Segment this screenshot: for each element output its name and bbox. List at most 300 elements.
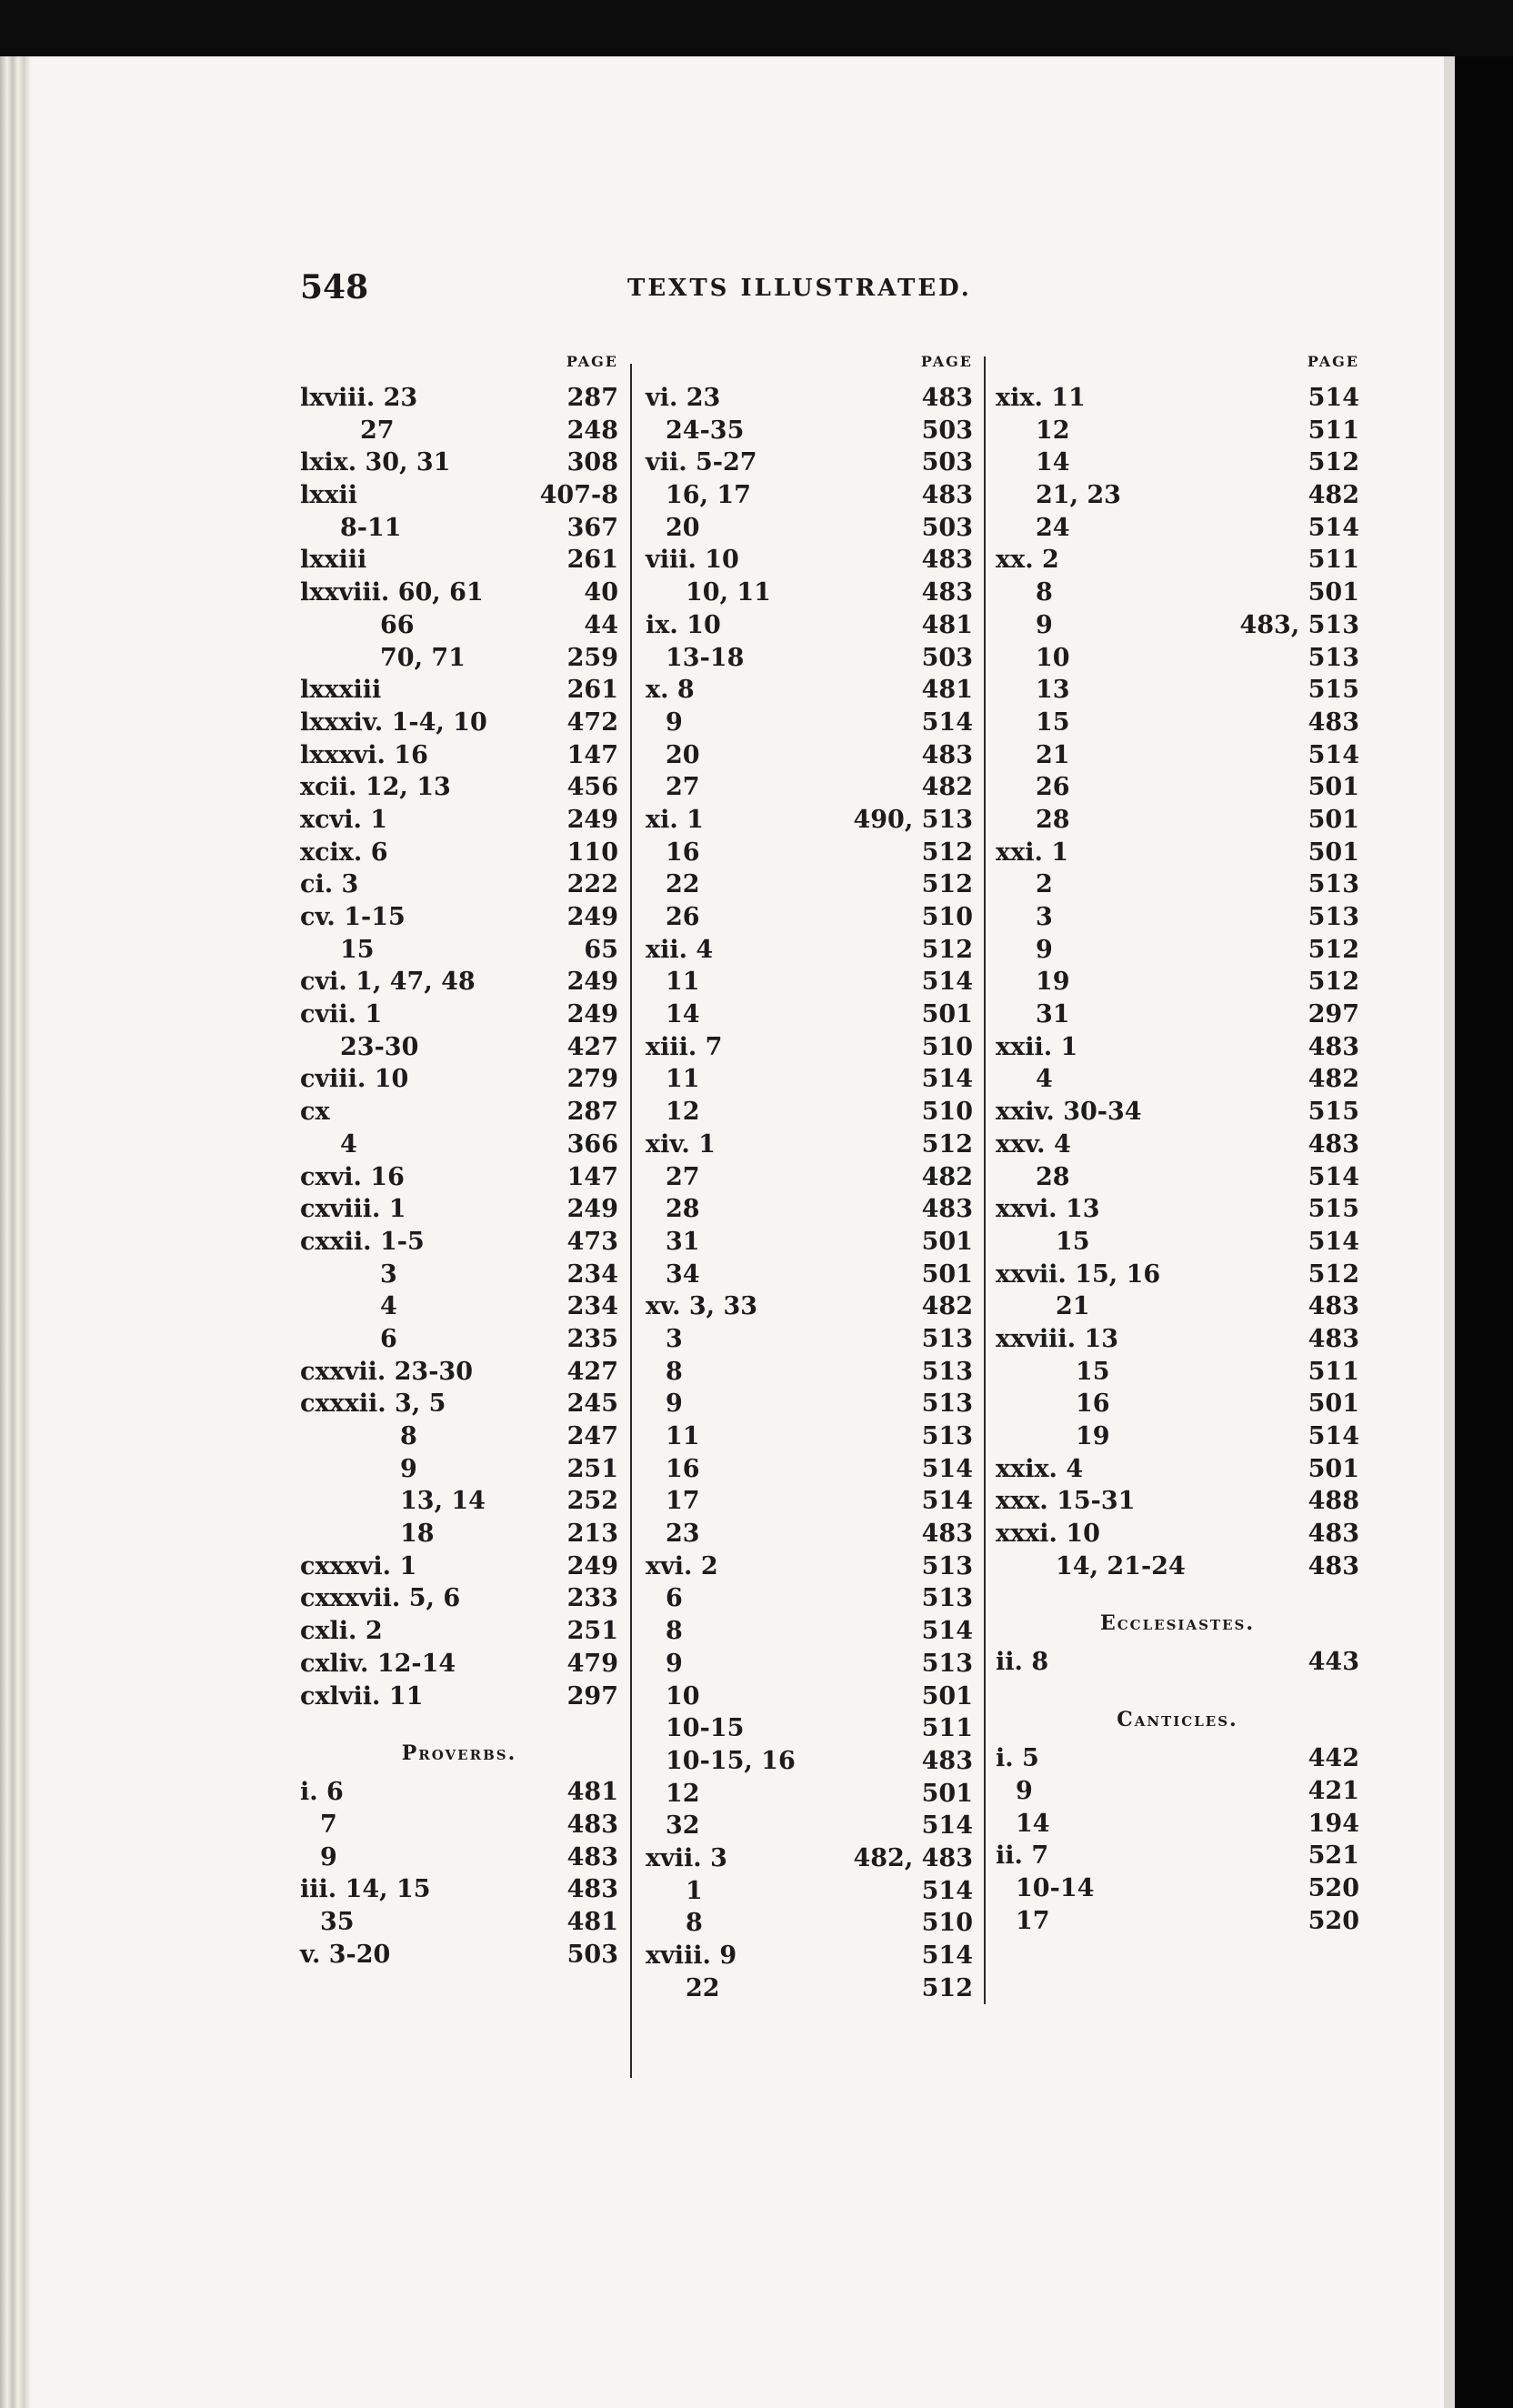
page-reference: 510 (921, 903, 973, 931)
verse-reference: 28 (666, 1195, 700, 1224)
verse-reference: 14 (1016, 1809, 1050, 1838)
index-entry (646, 998, 973, 1031)
page-reference: 501 (921, 1227, 973, 1256)
index-entry (996, 479, 1359, 512)
verse-reference: 9 (1016, 1776, 1033, 1805)
verse-reference: cviii. 10 (300, 1065, 409, 1094)
page-reference: 514 (1308, 1227, 1359, 1256)
index-entry (646, 1129, 973, 1161)
index-entry (996, 382, 1359, 415)
page-reference: 482 (921, 773, 973, 802)
page-reference: 514 (921, 1487, 973, 1516)
page-reference: 511 (921, 1714, 973, 1743)
index-entry (300, 1648, 618, 1681)
index-entry (646, 1615, 973, 1648)
page-reference: 501 (1308, 1390, 1359, 1419)
page-reference: 513 (921, 1551, 973, 1580)
index-entry (996, 1420, 1359, 1453)
index-entry (300, 577, 618, 609)
index-entry (646, 1712, 973, 1745)
page-reference: 514 (921, 1065, 973, 1094)
verse-reference: ii. 8 (996, 1648, 1049, 1677)
verse-reference: 14, 21-24 (1056, 1551, 1186, 1580)
index-entry (646, 771, 973, 804)
index-entry (300, 934, 618, 967)
index-entry (300, 1420, 618, 1453)
index-entry (646, 1485, 973, 1518)
page-reference: 259 (566, 643, 618, 672)
verse-reference: lxviii. 23 (300, 384, 418, 412)
verse-reference: xvii. 3 (646, 1843, 727, 1872)
page-reference: 367 (566, 513, 618, 542)
index-entry (646, 674, 973, 707)
index-entry (996, 1129, 1359, 1161)
index-entry (996, 934, 1359, 967)
verse-reference: xiii. 7 (646, 1032, 723, 1061)
index-entry (646, 1096, 973, 1129)
index-entry (300, 804, 618, 837)
page-reference: 501 (1308, 1454, 1359, 1483)
page-reference: 514 (921, 707, 973, 737)
page-reference: 482 (921, 1292, 973, 1321)
index-entry (996, 1742, 1359, 1775)
verse-reference: cxlvii. 11 (300, 1681, 424, 1711)
page-reference: 512 (1308, 1259, 1359, 1289)
verse-reference: cxliv. 12-14 (300, 1649, 456, 1678)
page-reference: 483 (1308, 707, 1359, 737)
index-entry (300, 966, 618, 998)
index-entry (996, 1096, 1359, 1129)
verse-reference: 8 (666, 1357, 683, 1386)
verse-reference: 22 (666, 870, 700, 899)
verse-reference: vii. 5-27 (646, 448, 757, 477)
verse-reference: 8 (1036, 578, 1053, 607)
page-reference: 249 (566, 903, 618, 931)
verse-reference: 3 (380, 1259, 397, 1289)
page-reference: 520 (1308, 1906, 1359, 1935)
index-entry (646, 1193, 973, 1226)
verse-reference: 22 (686, 1973, 720, 2002)
verse-reference: 11 (666, 1065, 700, 1094)
verse-reference: iii. 14, 15 (300, 1875, 431, 1904)
page-number: 548 (300, 268, 369, 306)
page-reference: 512 (921, 935, 973, 964)
index-entry (646, 1842, 973, 1875)
index-entry (300, 739, 618, 772)
index-entry (300, 1226, 618, 1259)
page-reference: 513 (1308, 870, 1359, 899)
page-reference: 366 (566, 1129, 618, 1159)
index-entry (996, 577, 1359, 609)
index-entry (646, 1031, 973, 1064)
verse-reference: xxii. 1 (996, 1032, 1078, 1061)
verse-reference: 3 (666, 1324, 683, 1353)
page-reference: 249 (566, 968, 618, 997)
page-reference: 194 (1308, 1809, 1359, 1838)
index-entry (646, 1648, 973, 1681)
page-reference: 501 (1308, 773, 1359, 802)
index-entry (996, 868, 1359, 901)
index-entry (996, 966, 1359, 998)
index-entry (996, 1550, 1359, 1583)
index-entry (300, 544, 618, 577)
column-rule (630, 364, 632, 2078)
index-entry (300, 479, 618, 512)
verse-reference: xcvi. 1 (300, 805, 388, 834)
page-reference: 279 (566, 1065, 618, 1094)
verse-reference: 15 (1036, 707, 1070, 737)
verse-reference: xxviii. 13 (996, 1324, 1119, 1353)
verse-reference: cxviii. 1 (300, 1195, 406, 1224)
page-reference: 233 (566, 1584, 618, 1613)
index-entry (996, 1259, 1359, 1291)
page-stack-edge (0, 56, 64, 2408)
index-entry (646, 577, 973, 609)
page-reference: 65 (584, 935, 618, 964)
verse-reference: 4 (1036, 1065, 1053, 1094)
verse-reference: 24-35 (666, 416, 745, 445)
verse-reference: 20 (666, 513, 700, 542)
page-reference: 514 (921, 1454, 973, 1483)
index-entry (646, 382, 973, 415)
page-reference: 510 (921, 1909, 973, 1938)
verse-reference: cv. 1-15 (300, 903, 406, 931)
page-reference: 482 (1308, 1065, 1359, 1094)
page-reference: 249 (566, 1000, 618, 1029)
page-reference: 483 (921, 1520, 973, 1549)
verse-reference: 70, 71 (380, 643, 466, 672)
verse-reference: 9 (1036, 610, 1053, 639)
index-entry (646, 415, 973, 447)
page-reference: 512 (1308, 448, 1359, 477)
page-reference: 442 (1308, 1744, 1359, 1773)
page-reference: 512 (921, 1129, 973, 1159)
verse-reference: 2 (1036, 870, 1053, 899)
verse-reference: 8-11 (340, 513, 402, 542)
page-reference: 261 (566, 546, 618, 575)
index-entry (300, 1259, 618, 1291)
index-entry (646, 1420, 973, 1453)
index-entry (996, 739, 1359, 772)
page-reference: 251 (566, 1454, 618, 1483)
page-reference: 222 (566, 870, 618, 899)
page-reference: 490, 513 (853, 805, 973, 834)
verse-reference: 10, 11 (686, 578, 771, 607)
verse-reference: 12 (1036, 416, 1070, 445)
page-reference: 147 (566, 740, 618, 769)
index-entry (300, 771, 618, 804)
verse-reference: 13-18 (666, 643, 745, 672)
index-entry (300, 512, 618, 545)
index-entry (300, 1356, 618, 1389)
verse-reference: 16 (666, 838, 700, 867)
page-reference: 514 (1308, 740, 1359, 769)
page-reference: 427 (566, 1032, 618, 1061)
verse-reference: 9 (320, 1842, 337, 1871)
verse-reference: 7 (320, 1810, 337, 1839)
page-reference: 513 (921, 1649, 973, 1678)
verse-reference: cxxxii. 3, 5 (300, 1390, 446, 1419)
index-entry (646, 966, 973, 998)
verse-reference: cxxii. 1-5 (300, 1227, 425, 1256)
index-entry (996, 1226, 1359, 1259)
index-entry (996, 674, 1359, 707)
verse-reference: 15 (340, 935, 375, 964)
page-reference: 513 (921, 1422, 973, 1450)
page-reference: 514 (1308, 513, 1359, 542)
page-reference: 503 (921, 643, 973, 672)
page-reference: 297 (566, 1681, 618, 1711)
verse-reference: xx. 2 (996, 546, 1059, 575)
index-column-1 (300, 346, 618, 1971)
verse-reference: cvi. 1, 47, 48 (300, 968, 476, 997)
verse-reference: vi. 23 (646, 384, 721, 412)
verse-reference: xv. 3, 33 (646, 1292, 758, 1321)
verse-reference: 19 (1036, 968, 1070, 997)
page-reference: 251 (566, 1617, 618, 1646)
index-entry (300, 1290, 618, 1323)
index-entry (996, 1840, 1359, 1872)
index-entry (646, 1778, 973, 1811)
index-entry (646, 1972, 973, 2005)
page-reference: 515 (1308, 1195, 1359, 1224)
page-reference: 488 (1308, 1487, 1359, 1516)
page-reference: 40 (584, 578, 618, 607)
index-entry (996, 1388, 1359, 1420)
index-entry (300, 642, 618, 675)
page-reference: 483, 513 (1239, 610, 1359, 639)
page-reference: 514 (921, 1876, 973, 1905)
page-reference: 501 (1308, 838, 1359, 867)
verse-reference: xxvi. 13 (996, 1195, 1100, 1224)
page-reference: 483 (921, 578, 973, 607)
verse-reference: 21 (1056, 1292, 1090, 1321)
verse-reference: lxxxvi. 16 (300, 740, 428, 769)
index-entry (300, 1615, 618, 1648)
page-reference: 513 (921, 1584, 973, 1613)
index-entry (996, 1646, 1359, 1679)
page-reference: 512 (1308, 935, 1359, 964)
verse-reference: cxxxvii. 5, 6 (300, 1584, 461, 1613)
verse-reference: 21, 23 (1036, 481, 1121, 510)
page-reference: 249 (566, 805, 618, 834)
page-label-text: PAGE (920, 353, 973, 370)
page-label-text: PAGE (1307, 353, 1359, 370)
index-entry (996, 544, 1359, 577)
verse-reference: xvi. 2 (646, 1551, 718, 1580)
index-entry (646, 1290, 973, 1323)
index-entry (996, 1290, 1359, 1323)
verse-reference: 14 (666, 1000, 700, 1029)
page-reference: 503 (566, 1940, 618, 1969)
page-reference: 482 (1308, 481, 1359, 510)
index-entry (300, 382, 618, 415)
page-reference: 481 (921, 676, 973, 705)
verse-reference: 26 (666, 903, 700, 931)
index-entry (996, 1063, 1359, 1096)
index-entry (300, 1776, 618, 1809)
verse-reference: 11 (666, 968, 700, 997)
verse-reference: 27 (666, 1162, 700, 1191)
verse-reference: xxix. 4 (996, 1454, 1084, 1483)
index-entry (996, 901, 1359, 934)
index-entry (996, 415, 1359, 447)
verse-reference: xcii. 12, 13 (300, 773, 451, 802)
verse-reference: x. 8 (646, 676, 695, 705)
page-reference: 483 (1308, 1324, 1359, 1353)
index-entry (300, 1939, 618, 1972)
page-reference: 521 (1308, 1841, 1359, 1871)
verse-reference: 12 (666, 1779, 700, 1808)
page-reference: 483 (921, 1195, 973, 1224)
verse-reference: ix. 10 (646, 610, 721, 639)
index-entry (300, 1129, 618, 1161)
index-entry (646, 739, 973, 772)
running-title: TEXTS ILLUSTRATED. (627, 275, 972, 302)
index-entry (646, 1518, 973, 1550)
page-reference: 481 (566, 1907, 618, 1936)
verse-reference: 27 (666, 773, 700, 802)
scan-border-top (0, 0, 1513, 56)
index-entry (300, 998, 618, 1031)
verse-reference: 34 (666, 1259, 700, 1289)
index-entry (646, 868, 973, 901)
verse-reference: lxxiii (300, 546, 367, 575)
page-reference: 520 (1308, 1873, 1359, 1902)
index-entry (646, 1453, 973, 1486)
page-reference: 512 (1308, 968, 1359, 997)
verse-reference: 27 (360, 416, 395, 445)
verse-reference: viii. 10 (646, 546, 739, 575)
index-entry (646, 1681, 973, 1713)
column-rule (984, 356, 986, 2004)
index-entry (996, 642, 1359, 675)
index-entry (300, 1388, 618, 1420)
index-entry (300, 901, 618, 934)
index-entry (646, 1582, 973, 1615)
index-entry (300, 1681, 618, 1713)
verse-reference: xix. 11 (996, 384, 1086, 412)
index-entry (996, 837, 1359, 869)
index-entry (646, 1259, 973, 1291)
index-entry (646, 1063, 973, 1096)
verse-reference: 24 (1036, 513, 1070, 542)
page-reference: 483 (921, 740, 973, 769)
index-entry (996, 446, 1359, 479)
verse-reference: 9 (666, 1390, 683, 1419)
page-reference: 247 (566, 1422, 618, 1450)
page-reference: 481 (921, 610, 973, 639)
verse-reference: cxli. 2 (300, 1617, 383, 1646)
page-reference: 407-8 (539, 481, 618, 510)
verse-reference: 3 (1036, 903, 1053, 931)
page-reference: 501 (921, 1779, 973, 1808)
index-entry (646, 934, 973, 967)
verse-reference: 16, 17 (666, 481, 751, 510)
page-reference: 511 (1308, 546, 1359, 575)
verse-reference: cxxxvi. 1 (300, 1551, 417, 1580)
page-reference: 513 (921, 1357, 973, 1386)
index-entry (646, 1907, 973, 1940)
index-entry (300, 1809, 618, 1841)
index-entry (996, 1453, 1359, 1486)
verse-reference: xxvii. 15, 16 (996, 1259, 1161, 1289)
index-entry (646, 837, 973, 869)
page-reference: 249 (566, 1551, 618, 1580)
page-reference: 421 (1308, 1776, 1359, 1805)
index-entry (300, 1161, 618, 1194)
page-reference: 501 (921, 1000, 973, 1029)
page-reference: 513 (921, 1324, 973, 1353)
verse-reference: 11 (666, 1422, 700, 1450)
index-entry (996, 1518, 1359, 1550)
page-reference: 503 (921, 448, 973, 477)
page-right-edge (1444, 56, 1455, 2408)
verse-reference: ci. 3 (300, 870, 359, 899)
page-reference: 297 (1308, 1000, 1359, 1029)
index-entry (996, 1193, 1359, 1226)
index-entry (646, 1388, 973, 1420)
page-reference: 514 (921, 1941, 973, 1970)
page-reference: 147 (566, 1162, 618, 1191)
page-reference: 512 (921, 1973, 973, 2002)
verse-reference: xxv. 4 (996, 1129, 1071, 1159)
verse-reference: xxxi. 10 (996, 1520, 1100, 1549)
page-reference: 515 (1308, 1098, 1359, 1127)
index-entry (646, 707, 973, 739)
verse-reference: 16 (1076, 1390, 1110, 1419)
index-entry (996, 804, 1359, 837)
page-reference: 110 (566, 838, 618, 867)
index-entry (300, 609, 618, 642)
verse-reference: 8 (666, 1617, 683, 1646)
index-entry (646, 1940, 973, 1972)
index-entry (300, 1906, 618, 1939)
index-entry (996, 1031, 1359, 1064)
page-reference: 482 (921, 1162, 973, 1191)
page-reference: 481 (566, 1778, 618, 1807)
page-reference: 234 (566, 1259, 618, 1289)
verse-reference: 15 (1056, 1227, 1090, 1256)
verse-reference: 10 (666, 1681, 700, 1711)
index-entry (646, 609, 973, 642)
page-reference: 483 (921, 1746, 973, 1775)
page-reference: 248 (566, 416, 618, 445)
page-reference: 308 (566, 448, 618, 477)
page-label-text: PAGE (566, 353, 618, 370)
book-heading: Canticles. (1117, 1708, 1238, 1732)
verse-reference: 10-15 (666, 1714, 745, 1743)
verse-reference: 20 (666, 740, 700, 769)
index-entry (300, 1485, 618, 1518)
index-entry (646, 479, 973, 512)
index-entry (300, 1518, 618, 1550)
index-entry (300, 837, 618, 869)
verse-reference: 10 (1036, 643, 1070, 672)
page-reference: 514 (1308, 1162, 1359, 1191)
index-entry (300, 868, 618, 901)
verse-reference: 8 (686, 1909, 703, 1938)
index-entry (300, 1323, 618, 1356)
page-reference: 503 (921, 416, 973, 445)
verse-reference: 23 (666, 1520, 700, 1549)
index-entry (300, 1063, 618, 1096)
page-reference: 511 (1308, 1357, 1359, 1386)
verse-reference: lxxviii. 60, 61 (300, 578, 484, 607)
page-reference: 483 (1308, 1551, 1359, 1580)
index-entry (646, 1323, 973, 1356)
verse-reference: 9 (1036, 935, 1053, 964)
